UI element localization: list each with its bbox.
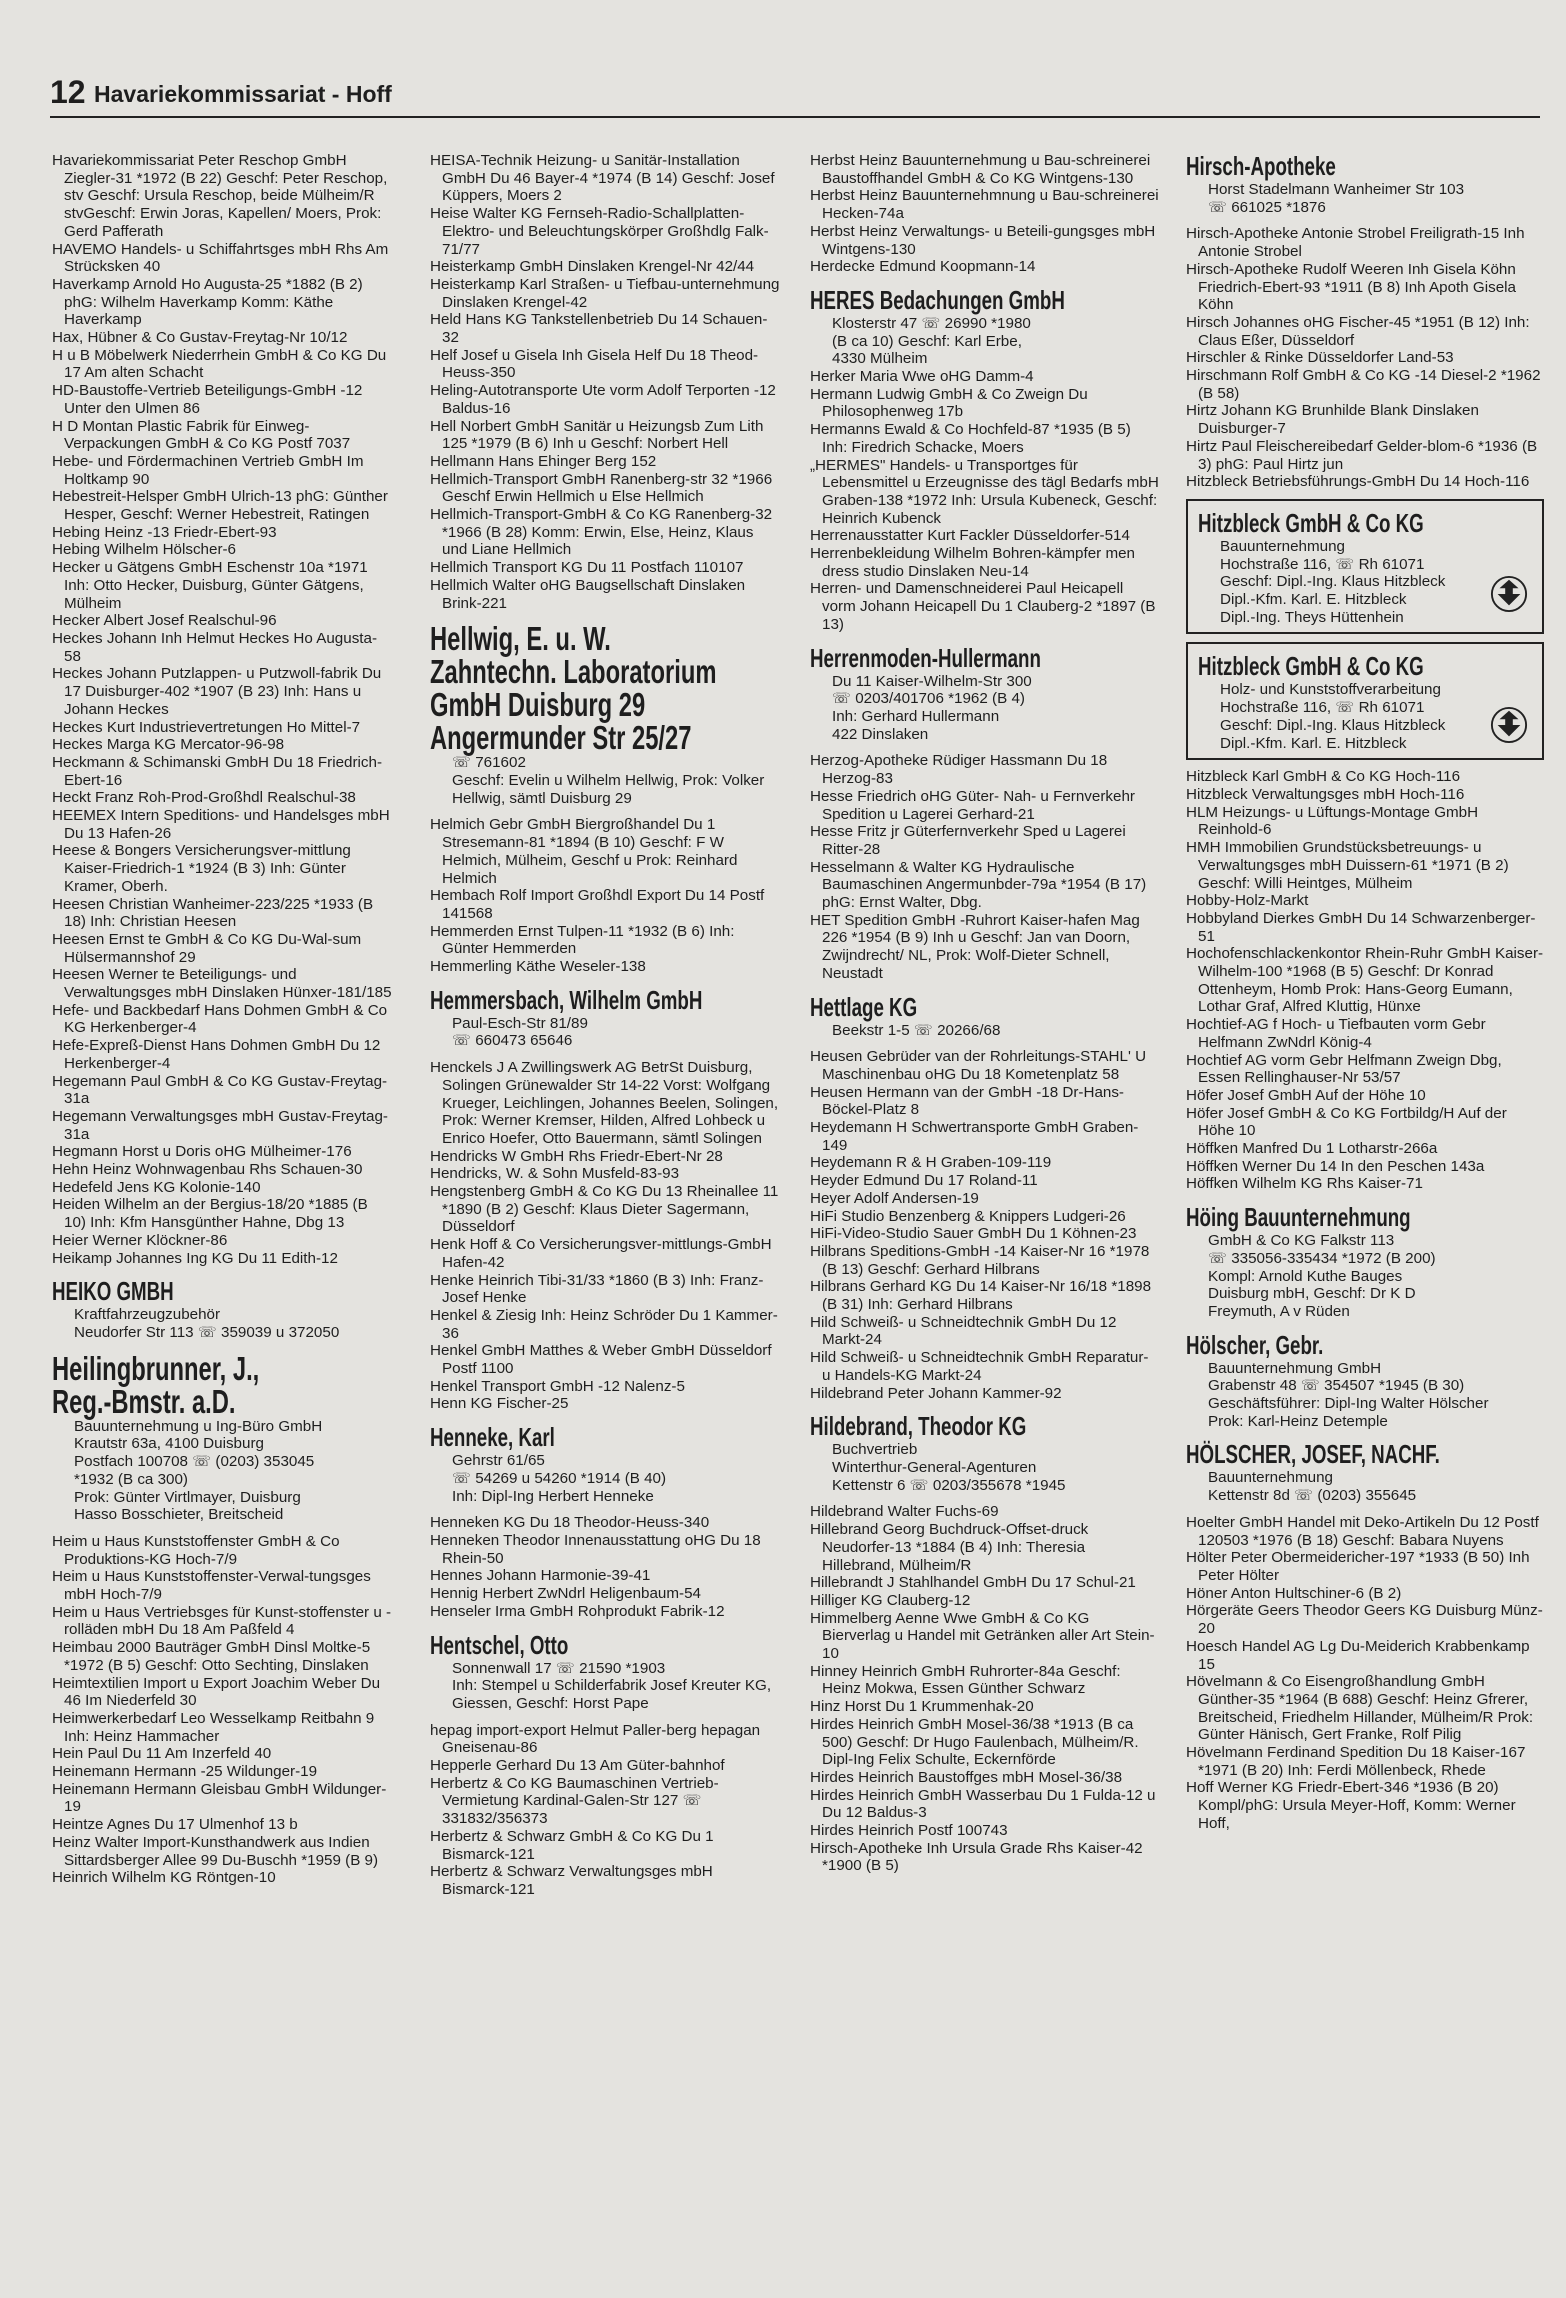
- directory-entry: Hirdes Heinrich GmbH Mosel-36/38 *1913 (B ca 500) Geschf: Dr Hugo Faulenbach, Mülheim/R. Dipl-Ing Felix Schulte, Eckernförde: [810, 1715, 1139, 1769]
- directory-entry: Hild Schweiß- u Schneidtechnik GmbH Du 12 Markt-24: [810, 1313, 1117, 1349]
- entry-detail-line: Freymuth, A v Rüden: [1208, 1302, 1350, 1320]
- directory-entry: H D Montan Plastic Fabrik für Einweg-Verpackungen GmbH & Co KG Postf 7037: [52, 417, 351, 453]
- directory-entry: Hilbrans Gerhard KG Du 14 Kaiser-Nr 16/18 *1898 (B 31) Inh: Gerhard Hilbrans: [810, 1278, 1152, 1314]
- hentschel-lines: [430, 1660, 780, 1713]
- entry-detail-line: Geschf: Dipl.-Ing. Klaus Hitzbleck: [1220, 573, 1446, 591]
- directory-entry: Hildebrand Peter Johann Kammer-92: [810, 1384, 1062, 1402]
- directory-entry: Henn KG Fischer-25: [430, 1395, 569, 1413]
- directory-entry: Hebestreit-Helsper GmbH Ulrich-13 phG: Günther Hesper, Geschf: Werner Hebestreit, Ratingen: [52, 488, 388, 524]
- directory-entry: Herzog-Apotheke Rüdiger Hassmann Du 18 Herzog-83: [810, 752, 1108, 788]
- hildebrand-heading: Hildebrand, Theodor KG: [810, 1411, 1027, 1442]
- entry-detail-line: Dipl.-Kfm. Karl. E. Hitzbleck: [1220, 734, 1407, 752]
- directory-entry: Heimtextilien Import u Export Joachim Weber Du 46 Im Niederfeld 30: [52, 1674, 381, 1710]
- directory-entry: Hermann Ludwig GmbH & Co Zweign Du Philosophenweg 17b: [810, 385, 1088, 421]
- directory-entry: Hilbrans Speditions-GmbH -14 Kaiser-Nr 16 *1978 (B 13) Geschf: Gerhard Hilbrans: [810, 1242, 1150, 1278]
- directory-entry: Hövelmann Ferdinand Spedition Du 18 Kaiser-167 *1971 (B 20) Inh: Ferdi Möllenbeck, Rhede: [1186, 1744, 1526, 1779]
- page-header: [50, 72, 1540, 118]
- directory-entry: Hax, Hübner & Co Gustav-Freytag-Nr 10/12: [52, 329, 348, 347]
- hoing-lines: [1186, 1232, 1546, 1321]
- directory-entry: Hövelmann & Co Eisengroßhandlung GmbH Günther-35 *1964 (B 688) Geschf: Heinz Gfrerer, Breitscheid, Friedhelm Hillander, Mülheim/R Prok: Günter Hänisch, Gert Franke, Rolf Pilig: [1186, 1673, 1534, 1744]
- directory-entry: Hirsch Johannes oHG Fischer-45 *1951 (B 12) Inh: Claus Eßer, Düsseldorf: [1186, 313, 1530, 349]
- directory-entry: HET Spedition GmbH -Ruhrort Kaiser-hafen Mag 226 *1954 (B 9) Inh u Geschf: Jan van Doorn, Zwijndrecht/ NL, Prok: Wolf-Dieter Schnell, Neustadt: [810, 911, 1140, 982]
- directory-entry: Heyer Adolf Andersen-19: [810, 1189, 979, 1207]
- directory-entry: Herrenbekleidung Wilhelm Bohren-kämpfer men dress studio Dinslaken Neu-14: [810, 545, 1135, 580]
- directory-entry: Hirschler & Rinke Düsseldorfer Land-53: [1186, 349, 1454, 367]
- directory-entry: Hillebrand Georg Buchdruck-Offset-druck Neudorfer-13 *1884 (B 4) Inh: Theresia Hillebrand, Mülheim/R: [810, 1521, 1089, 1574]
- directory-entry: Hoff Werner KG Friedr-Ebert-346 *1936 (B 20) Kompl/phG: Ursula Meyer-Hoff, Komm: Werner Hoff,: [1186, 1779, 1516, 1832]
- box1-lines: [1198, 538, 1532, 627]
- directory-entry: HEISA-Technik Heizung- u Sanitär-Installation GmbH Du 46 Bayer-4 *1974 (B 14) Geschf: Josef Küppers, Moers 2: [430, 152, 775, 205]
- hoing-block: [1186, 1203, 1546, 1321]
- entry-detail-line: Buchvertrieb: [832, 1441, 918, 1459]
- hemmersbach-block: [430, 986, 780, 1050]
- directory-entry: Hochtief-AG f Hoch- u Tiefbauten vorm Gebr Helfmann ZwNdrl König-4: [1186, 1016, 1486, 1051]
- directory-entry: Hegmann Horst u Doris oHG Mülheimer-176: [52, 1143, 352, 1161]
- entry-detail-line: ☏ 54269 u 54260 *1914 (B 40): [452, 1469, 667, 1487]
- directory-entry: Hengstenberg GmbH & Co KG Du 13 Rheinallee 11 *1890 (B 2) Geschf: Klaus Dieter Sagermann, Düsseldorf: [430, 1183, 779, 1236]
- directory-entry: Heyder Edmund Du 17 Roland-11: [810, 1172, 1038, 1190]
- directory-entry: Hellmich Walter oHG Baugsellschaft Dinslaken Brink-221: [430, 576, 746, 612]
- entry-list: [1186, 768, 1546, 1193]
- directory-entry: Hochtief AG vorm Gebr Helfmann Zweign Dbg, Essen Rellinghauser-Nr 53/57: [1186, 1051, 1502, 1087]
- column-4: [1186, 152, 1546, 1833]
- entry-detail-line: ☏ 660473 65646: [452, 1032, 573, 1050]
- directory-entry: Heintze Agnes Du 17 Ulmenhof 13 b: [52, 1816, 298, 1834]
- hettlage-block: [810, 993, 1160, 1040]
- henneke-lines: [430, 1452, 780, 1505]
- box2-heading: Hitzbleck GmbH & Co KG: [1198, 651, 1424, 682]
- directory-entry: Hegemann Verwaltungsges mbH Gustav-Freytag-31a: [52, 1107, 388, 1143]
- directory-entry: Heikamp Johannes Ing KG Du 11 Edith-12: [52, 1249, 338, 1267]
- column-2: [430, 152, 780, 1899]
- entry-list: [810, 152, 1160, 276]
- entry-detail-line: Sonnenwall 17 ☏ 21590 *1903: [452, 1659, 666, 1677]
- directory-entry: Hesse Friedrich oHG Güter- Nah- u Fernverkehr Spedition u Lagerei Gerhard-21: [810, 787, 1135, 823]
- directory-entry: HiFi Studio Benzenberg & Knippers Ludgeri-26: [810, 1207, 1126, 1225]
- hirsch-block: [1186, 152, 1546, 216]
- directory-entry: Heckes Marga KG Mercator-96-98: [52, 736, 285, 754]
- heilingbrunner-block: [52, 1349, 392, 1524]
- directory-entry: Hendricks, W. & Sohn Musfeld-83-93: [430, 1165, 680, 1183]
- directory-entry: Hennig Herbert ZwNdrl Heligenbaum-54: [430, 1585, 701, 1603]
- directory-entry: Heim u Haus Kunststoffenster GmbH & Co Produktions-KG Hoch-7/9: [52, 1532, 340, 1568]
- directory-entry: Hellmann Hans Ehinger Berg 152: [430, 452, 657, 470]
- hitzbleck-logo-icon: [1490, 575, 1528, 613]
- hullermann-heading: Herrenmoden-Hullermann: [810, 642, 1041, 673]
- directory-entry: Herbst Heinz Verwaltungs- u Beteili-gungsges mbH Wintgens-130: [810, 222, 1156, 258]
- entry-list: [810, 752, 1160, 982]
- directory-entry: HMH Immobilien Grundstücksbetreuungs- u Verwaltungsges mbH Duissern-61 *1971 (B 2) Geschf: Willi Heintges, Mülheim: [1186, 839, 1509, 892]
- box2-lines: [1198, 681, 1532, 752]
- directory-entry: Henkel & Ziesig Inh: Heinz Schröder Du 1 Kammer-36: [430, 1306, 778, 1342]
- directory-entry: Höfer Josef GmbH Auf der Höhe 10: [1186, 1086, 1426, 1104]
- directory-entry: Herrenausstatter Kurt Fackler Düsseldorfer-514: [810, 527, 1130, 545]
- directory-entry: HLM Heizungs- u Lüftungs-Montage GmbH Reinhold-6: [1186, 803, 1479, 839]
- directory-entry: Heckmann & Schimanski GmbH Du 18 Friedrich-Ebert-16: [52, 753, 383, 789]
- directory-entry: Heckt Franz Roh-Prod-Großhdl Realschul-38: [52, 789, 356, 807]
- directory-entry: Hochofenschlackenkontor Rhein-Ruhr GmbH Kaiser-Wilhelm-100 *1968 (B 5) Geschf: Dr Konrad Ottenheym, Homb Prok: Hans-Georg Eumann, Lothar Graf, Alfred Kluttig, Hünxe: [1186, 945, 1544, 1016]
- holscher-josef-block: [1186, 1440, 1546, 1504]
- henneke-heading: Henneke, Karl: [430, 1422, 555, 1453]
- directory-entry: Hehn Heinz Wohnwagenbau Rhs Schauen-30: [52, 1161, 363, 1179]
- directory-entry: Herren- und Damenschneiderei Paul Heicapell vorm Johann Heicapell Du 1 Clauberg-2 *1897 (B 13): [810, 580, 1156, 633]
- directory-entry: HiFi-Video-Studio Sauer GmbH Du 1 Köhnen-23: [810, 1225, 1137, 1243]
- hellwig-lines: [430, 754, 780, 807]
- entry-detail-line: Beekstr 1-5 ☏ 20266/68: [832, 1021, 1001, 1039]
- directory-entry: Heisterkamp Karl Straßen- u Tiefbau-unternehmung Dinslaken Krengel-42: [430, 275, 780, 311]
- directory-entry: Henkel GmbH Matthes & Weber GmbH Düsseldorf Postf 1100: [430, 1342, 772, 1378]
- directory-entry: Höffken Manfred Du 1 Lotharstr-266a: [1186, 1140, 1438, 1158]
- directory-entry: Hemmerden Ernst Tulpen-11 *1932 (B 6) Inh: Günter Hemmerden: [430, 922, 735, 958]
- entry-detail-line: Hasso Bosschieter, Breitscheid: [74, 1506, 284, 1524]
- directory-entry: Herbertz & Schwarz GmbH & Co KG Du 1 Bismarck-121: [430, 1827, 714, 1863]
- directory-entry: Hecker Albert Josef Realschul-96: [52, 612, 277, 630]
- heres-heading: HERES Bedachungen GmbH: [810, 284, 1065, 315]
- entry-detail-line: Gehrstr 61/65: [452, 1452, 545, 1470]
- directory-entry: Hobbyland Dierkes GmbH Du 14 Schwarzenberger-51: [1186, 909, 1536, 945]
- directory-entry: Höffken Werner Du 14 In den Peschen 143a: [1186, 1157, 1485, 1175]
- entry-detail-line: ☏ 335056-335434 *1972 (B 200): [1208, 1249, 1436, 1267]
- entry-detail-line: Kettenstr 8d ☏ (0203) 355645: [1208, 1487, 1417, 1505]
- directory-entry: Heydemann H Schwertransporte GmbH Graben-149: [810, 1119, 1139, 1154]
- entry-list: [810, 1048, 1160, 1402]
- directory-entry: Heling-Autotransporte Ute vorm Adolf Terporten -12 Baldus-16: [430, 382, 776, 417]
- entry-list: [430, 1514, 780, 1620]
- entry-detail-line: Inh: Gerhard Hullermann: [832, 707, 1000, 725]
- directory-entry: Herbst Heinz Bauunternehmnung u Bau-schreinerei Hecken-74a: [810, 187, 1159, 223]
- hullermann-lines: [810, 673, 1160, 744]
- entry-detail-line: Dipl.-Ing. Theys Hüttenhein: [1220, 608, 1404, 626]
- directory-entry: Hecker u Gätgens GmbH Eschenstr 10a *1971 Inh: Otto Hecker, Duisburg, Günter Gätgens, Mülheim: [52, 559, 368, 612]
- directory-entry: Höfer Josef GmbH & Co KG Fortbildg/H Auf der Höhe 10: [1186, 1104, 1507, 1140]
- directory-entry: Hemmerling Käthe Weseler-138: [430, 958, 646, 976]
- directory-entry: Hermanns Ewald & Co Hochfeld-87 *1935 (B 5) Inh: Firedrich Schacke, Moers: [810, 421, 1131, 456]
- henneke-block: [430, 1423, 780, 1505]
- directory-entry: Hirschmann Rolf GmbH & Co KG -14 Diesel-2 *1962 (B 58): [1186, 367, 1541, 402]
- directory-entry: Hembach Rolf Import Großhdl Export Du 14 Postf 141568: [430, 887, 765, 922]
- directory-entry: Heusen Hermann van der GmbH -18 Dr-Hans-Böckel-Platz 8: [810, 1083, 1124, 1119]
- directory-entry: hepag import-export Helmut Paller-berg hepagan Gneisenau-86: [430, 1721, 761, 1757]
- hildebrand-block: [810, 1412, 1160, 1494]
- directory-entry: Hildebrand Walter Fuchs-69: [810, 1503, 999, 1521]
- entry-list: [810, 368, 1160, 634]
- entry-detail-line: Duisburg mbH, Geschf: Dr K D: [1208, 1285, 1416, 1303]
- directory-entry: Hörgeräte Geers Theodor Geers KG Duisburg Münz-20: [1186, 1602, 1543, 1638]
- directory-entry: Himmelberg Aenne Wwe GmbH & Co KG Bierverlag u Handel mit Getränken aller Art Stein-10: [810, 1609, 1155, 1663]
- directory-entry: Helmich Gebr GmbH Biergroßhandel Du 1 Stresemann-81 *1894 (B 10) Geschf: F W Helmich, Mülheim, Geschf u Prok: Reinhard Helmich: [430, 816, 738, 887]
- entry-list: [1186, 225, 1546, 491]
- box1-heading: Hitzbleck GmbH & Co KG: [1198, 507, 1424, 538]
- holscher-lines: [1186, 1360, 1546, 1431]
- directory-entry: Hendricks W GmbH Rhs Friedr-Ebert-Nr 28: [430, 1147, 723, 1165]
- directory-entry: „HERMES" Handels- u Transportges für Lebensmittel u Erzeugnisse des tägl Bedarfs mbH Graben-138 *1972 Inh: Ursula Kubeneck, Geschf: Heinrich Kubenck: [810, 456, 1159, 527]
- directory-entry: Hölter Peter Obermeidericher-197 *1933 (B 50) Inh Peter Hölter: [1186, 1549, 1530, 1584]
- directory-entry: Hillebrandt J Stahlhandel GmbH Du 17 Schul-21: [810, 1574, 1136, 1592]
- entry-detail-line: ☏ 661025 *1876: [1208, 198, 1326, 216]
- entry-detail-line: 422 Dinslaken: [832, 725, 929, 743]
- directory-entry: Hitzbleck Verwaltungsges mbH Hoch-116: [1186, 785, 1465, 803]
- entry-detail-line: Inh: Stempel u Schilderfabrik Josef Kreuter KG, Giessen, Geschf: Horst Pape: [452, 1677, 772, 1712]
- directory-entry: Heimwerkerbedarf Leo Wesselkamp Reitbahn 9 Inh: Heinz Hammacher: [52, 1709, 375, 1745]
- directory-entry: Heckes Johann Inh Helmut Heckes Ho Augusta-58: [52, 629, 378, 665]
- entry-detail-line: Horst Stadelmann Wanheimer Str 103: [1208, 181, 1465, 198]
- directory-entry: Hirsch-Apotheke Antonie Strobel Freiligrath-15 Inh Antonie Strobel: [1186, 225, 1525, 261]
- directory-entry: Hirsch-Apotheke Rudolf Weeren Inh Gisela Köhn Friedrich-Ebert-93 *1911 (B 8) Inh Apoth Gisela Köhn: [1186, 260, 1516, 314]
- directory-entry: Henseler Irma GmbH Rohprodukt Fabrik-12: [430, 1602, 725, 1620]
- directory-entry: Hebing Heinz -13 Friedr-Ebert-93: [52, 523, 277, 541]
- directory-entry: HAVEMO Handels- u Schiffahrtsges mbH Rhs Am Strücksken 40: [52, 240, 389, 276]
- directory-entry: Hirsch-Apotheke Inh Ursula Grade Rhs Kaiser-42 *1900 (B 5): [810, 1839, 1143, 1875]
- directory-entry: Hepperle Gerhard Du 13 Am Güter-bahnhof: [430, 1757, 725, 1775]
- directory-entry: Hirdes Heinrich Postf 100743: [810, 1822, 1008, 1840]
- directory-entry: Hedefeld Jens KG Kolonie-140: [52, 1178, 261, 1196]
- hullermann-block: [810, 644, 1160, 744]
- entry-detail-line: Bauunternehmung u Ing-Büro GmbH: [74, 1417, 323, 1435]
- hemmersbach-lines: [430, 1015, 780, 1050]
- hettlage-heading: Hettlage KG: [810, 991, 918, 1022]
- entry-list: [810, 1503, 1160, 1875]
- directory-entry: Hell Norbert GmbH Sanitär u Heizungsb Zum Lith 125 *1979 (B 6) Inh u Geschf: Norbert Hell: [430, 417, 764, 453]
- heilingbrunner-heading-1: Heilingbrunner, J.,: [52, 1349, 260, 1387]
- directory-entry: Hennes Johann Harmonie-39-41: [430, 1567, 651, 1585]
- entry-detail-line: Dipl.-Kfm. Karl. E. Hitzbleck: [1220, 591, 1407, 609]
- hirsch-lines: [1186, 181, 1546, 216]
- directory-entry: Hefe- und Backbedarf Hans Dohmen GmbH & Co KG Herkenberger-4: [52, 1001, 388, 1037]
- directory-entry: Heinemann Hermann Gleisbau GmbH Wildunger-19: [52, 1780, 387, 1816]
- hentschel-heading: Hentschel, Otto: [430, 1629, 569, 1660]
- entry-detail-line: Kettenstr 6 ☏ 0203/355678 *1945: [832, 1476, 1066, 1494]
- hildebrand-lines: [810, 1441, 1160, 1494]
- entry-detail-line: *1932 (B ca 300): [74, 1470, 188, 1488]
- directory-entry: Heydemann R & H Graben-109-119: [810, 1154, 1052, 1172]
- directory-entry: Henckels J A Zwillingswerk AG BetrSt Duisburg, Solingen Grünewalder Str 14-22 Vorst: Wolfgang Krueger, Leichlingen, Johannes Beelen, Solingen, Prok: Werner Kremser, Hilden, Alfred Lohbeck u Enrico Hoefer, Otto Bauermann, sämtl Solingen: [430, 1059, 779, 1147]
- directory-entry: Heier Werner Klöckner-86: [52, 1231, 228, 1249]
- directory-entry: Höner Anton Hultschiner-6 (B 2): [1186, 1584, 1402, 1602]
- directory-entry: Höffken Wilhelm KG Rhs Kaiser-71: [1186, 1175, 1423, 1193]
- directory-entry: Hinney Heinrich GmbH Ruhrorter-84a Geschf: Heinz Mokwa, Essen Günther Schwarz: [810, 1662, 1121, 1698]
- directory-entry: Herbst Heinz Bauunternehmung u Bau-schreinerei Baustoffhandel GmbH & Co KG Wintgens-130: [810, 152, 1151, 187]
- entry-detail-line: Geschf: Dipl.-Ing. Klaus Hitzbleck: [1220, 716, 1446, 734]
- directory-entry: Heinemann Hermann -25 Wildunger-19: [52, 1763, 318, 1781]
- directory-entry: H u B Möbelwerk Niederrhein GmbH & Co KG Du 17 Am alten Schacht: [52, 346, 387, 382]
- entry-detail-line: Kompl: Arnold Kuthe Bauges: [1208, 1267, 1403, 1285]
- directory-entry: Hoesch Handel AG Lg Du-Meiderich Krabbenkamp 15: [1186, 1637, 1530, 1673]
- directory-entry: Hebe- und Fördermachinen Vertrieb GmbH Im Holtkamp 90: [52, 452, 364, 488]
- entry-detail-line: Hochstraße 116, ☏ Rh 61071: [1220, 555, 1425, 573]
- entry-list: [52, 152, 392, 1267]
- directory-entry: Hesse Fritz jr Güterfernverkehr Sped u Lagerei Ritter-28: [810, 823, 1126, 858]
- directory-entry: Heinz Walter Import-Kunsthandwerk aus Indien Sittardsberger Allee 99 Du-Buschh *1959 (B 9): [52, 1833, 379, 1869]
- directory-entry: Heckes Kurt Industrievertretungen Ho Mittel-7: [52, 718, 361, 736]
- entry-list: [52, 1533, 392, 1887]
- heilingbrunner-heading-2: Reg.-Bmstr. a.D.: [52, 1382, 236, 1420]
- directory-entry: Henneken Theodor Innenausstattung oHG Du 18 Rhein-50: [430, 1532, 761, 1567]
- entry-list: [430, 152, 780, 612]
- hellwig-heading-4: Angermunder Str 25/27: [430, 719, 692, 757]
- hellwig-block: [430, 622, 780, 807]
- directory-entry: Heckes Johann Putzlappen- u Putzwoll-fabrik Du 17 Duisburger-402 *1907 (B 23) Inh: Hans u Johann Heckes: [52, 665, 382, 718]
- directory-entry: Helf Josef u Gisela Inh Gisela Helf Du 18 Theod-Heuss-350: [430, 346, 759, 382]
- directory-entry: Hirdes Heinrich GmbH Wasserbau Du 1 Fulda-12 u Du 12 Baldus-3: [810, 1786, 1156, 1822]
- heres-block: [810, 286, 1160, 368]
- directory-entry: Hilliger KG Clauberg-12: [810, 1591, 971, 1609]
- entry-detail-line: Krautstr 63a, 4100 Duisburg: [74, 1435, 264, 1453]
- entry-detail-line: Kraftfahrzeugzubehör: [74, 1306, 221, 1324]
- entry-detail-line: Grabenstr 48 ☏ 354507 *1945 (B 30): [1208, 1377, 1465, 1395]
- directory-entry: HD-Baustoffe-Vertrieb Beteiligungs-GmbH -12 Unter den Ulmen 86: [52, 382, 363, 417]
- directory-entry: Hitzbleck Betriebsführungs-GmbH Du 14 Hoch-116: [1186, 473, 1530, 491]
- directory-entry: Heinrich Wilhelm KG Röntgen-10: [52, 1869, 276, 1887]
- entry-detail-line: Geschäftsführer: Dipl-Ing Walter Hölscher: [1208, 1395, 1489, 1413]
- heiko-lines: [52, 1306, 392, 1341]
- entry-list: [430, 1722, 780, 1899]
- column-1: [52, 152, 392, 1887]
- entry-detail-line: 4330 Mülheim: [832, 350, 928, 368]
- directory-entry: Hefe-Expreß-Dienst Hans Dohmen GmbH Du 12 Herkenberger-4: [52, 1037, 381, 1072]
- directory-entry: Hellmich Transport KG Du 11 Postfach 110107: [430, 559, 744, 577]
- entry-detail-line: Inh: Dipl-Ing Herbert Henneke: [452, 1487, 654, 1505]
- directory-entry: Herbertz & Schwarz Verwaltungsges mbH Bismarck-121: [430, 1863, 713, 1898]
- directory-entry: Heim u Haus Kunststoffenster-Verwal-tungsges mbH Hoch-7/9: [52, 1568, 371, 1604]
- hentschel-block: [430, 1631, 780, 1713]
- holscher-block: [1186, 1331, 1546, 1431]
- entry-detail-line: Neudorfer Str 113 ☏ 359039 u 372050: [74, 1324, 340, 1341]
- directory-entry: Heesen Christian Wanheimer-223/225 *1933 (B 18) Inh: Christian Heesen: [52, 895, 374, 931]
- entry-detail-line: Paul-Esch-Str 81/89: [452, 1014, 588, 1032]
- directory-entry: Heusen Gebrüder van der Rohrleitungs-STAHL' U Maschinenbau oHG Du 18 Kometenplatz 58: [810, 1048, 1147, 1083]
- directory-entry: Heesen Werner te Beteiligungs- und Verwaltungsges mbH Dinslaken Hünxer-181/185: [52, 966, 392, 1002]
- directory-entry: Heimbau 2000 Bauträger GmbH Dinsl Moltke-5 *1972 (B 5) Geschf: Otto Sechting, Dinslaken: [52, 1639, 371, 1674]
- directory-entry: Hebing Wilhelm Hölscher-6: [52, 541, 237, 559]
- directory-entry: Herdecke Edmund Koopmann-14: [810, 258, 1036, 276]
- holscher-josef-heading: HÖLSCHER, JOSEF, NACHF.: [1186, 1439, 1440, 1470]
- entry-detail-line: ☏ 761602: [452, 754, 526, 772]
- directory-entry: Herker Maria Wwe oHG Damm-4: [810, 368, 1034, 386]
- directory-entry: Heim u Haus Vertriebsges für Kunst-stoffenster u -rolläden mbH Du 18 Am Paßfeld 4: [52, 1603, 392, 1639]
- hitzbleck-ad-box-1: [1186, 499, 1544, 635]
- entry-list: [430, 1059, 780, 1413]
- directory-entry: Hild Schweiß- u Schneidtechnik GmbH Reparatur- u Handels-KG Markt-24: [810, 1349, 1149, 1384]
- directory-entry: Haverkamp Arnold Ho Augusta-25 *1882 (B 2) phG: Wilhelm Haverkamp Komm: Käthe Haverkamp: [52, 275, 363, 329]
- entry-detail-line: Bauunternehmung GmbH: [1208, 1359, 1382, 1377]
- directory-entry: Herbertz & Co KG Baumaschinen Vertrieb-Vermietung Kardinal-Galen-Str 127 ☏ 331832/356373: [430, 1774, 719, 1828]
- column-3: [810, 152, 1160, 1875]
- hellwig-heading-1: Hellwig, E. u. W.: [430, 620, 611, 658]
- entry-detail-line: Prok: Karl-Heinz Detemple: [1208, 1412, 1388, 1430]
- hoing-heading: Höing Bauunternehmung: [1186, 1202, 1411, 1233]
- page-number: 12: [50, 74, 86, 110]
- directory-entry: Hellmich-Transport-GmbH & Co KG Ranenberg-32 *1966 (B 28) Komm: Erwin, Else, Heinz, Klaus und Liane Hellmich: [430, 506, 773, 559]
- directory-entry: Hirdes Heinrich Baustoffges mbH Mosel-36/38: [810, 1768, 1123, 1786]
- entry-detail-line: Holz- und Kunststoffverarbeitung: [1220, 681, 1441, 699]
- entry-list: [430, 816, 780, 975]
- directory-entry: Hirtz Johann KG Brunhilde Blank Dinslaken Duisburger-7: [1186, 402, 1479, 438]
- hellwig-heading-2: Zahntechn. Laboratorium: [430, 653, 717, 691]
- directory-entry: Hesselmann & Walter KG Hydraulische Baumaschinen Angermunbder-79a *1954 (B 17) phG: Ernst Walter, Dbg.: [810, 858, 1147, 912]
- directory-entry: Hellmich-Transport GmbH Ranenberg-str 32 *1966 Geschf Erwin Hellmich u Else Hellmich: [430, 470, 773, 506]
- directory-entry: Hirtz Paul Fleischereibedarf Gelder-blom-6 *1936 (B 3) phG: Paul Hirtz jun: [1186, 437, 1538, 473]
- heres-lines: [810, 315, 1160, 368]
- heilingbrunner-lines: [52, 1418, 392, 1524]
- directory-entry: Henke Heinrich Tibi-31/33 *1860 (B 3) Inh: Franz-Josef Henke: [430, 1271, 764, 1307]
- directory-entry: Heese & Bongers Versicherungsver-mittlung Kaiser-Friedrich-1 *1924 (B 3) Inh: Günter Kramer, Oberh.: [52, 842, 351, 895]
- directory-entry: Hoelter GmbH Handel mit Deko-Artikeln Du 12 Postf 120503 *1976 (B 18) Geschf: Babara Nuyens: [1186, 1513, 1539, 1549]
- directory-entry: Henk Hoff & Co Versicherungsver-mittlungs-GmbH Hafen-42: [430, 1236, 772, 1271]
- entry-detail-line: Winterthur-General-Agenturen: [832, 1459, 1037, 1476]
- holscher-josef-lines: [1186, 1469, 1546, 1504]
- directory-entry: Hein Paul Du 11 Am Inzerfeld 40: [52, 1745, 272, 1763]
- page-title: Havariekommissariat - Hoff: [94, 81, 392, 107]
- entry-detail-line: Bauunternehmung: [1208, 1469, 1333, 1487]
- directory-entry: Havariekommissariat Peter Reschop GmbH Ziegler-31 *1972 (B 22) Geschf: Peter Reschop, stv Geschf: Ursula Reschop, beide Mülheim/R stvGeschf: Erwin Joras, Kapellen/ Moers, Prok: Gerd Pafferath: [52, 152, 388, 240]
- entry-detail-line: Hochstraße 116, ☏ Rh 61071: [1220, 699, 1425, 717]
- entry-detail-line: Geschf: Evelin u Wilhelm Hellwig, Prok: Volker Hellwig, sämtl Duisburg 29: [452, 771, 765, 807]
- hettlage-lines: [810, 1022, 1160, 1040]
- directory-entry: Heiden Wilhelm an der Bergius-18/20 *1885 (B 10) Inh: Kfm Hansgünther Hahne, Dbg 13: [52, 1196, 368, 1232]
- heiko-block: [52, 1277, 392, 1341]
- entry-detail-line: ☏ 0203/401706 *1962 (B 4): [832, 690, 1025, 708]
- directory-entry: Heisterkamp GmbH Dinslaken Krengel-Nr 42/44: [430, 258, 755, 276]
- hellwig-heading-3: GmbH Duisburg 29: [430, 686, 646, 724]
- entry-detail-line: Prok: Günter Virtlmayer, Duisburg: [74, 1488, 301, 1506]
- directory-entry: Hinz Horst Du 1 Krummenhak-20: [810, 1698, 1034, 1716]
- holscher-heading: Hölscher, Gebr.: [1186, 1329, 1324, 1360]
- entry-detail-line: GmbH & Co KG Falkstr 113: [1208, 1232, 1395, 1250]
- entry-detail-line: Klosterstr 47 ☏ 26990 *1980: [832, 314, 1031, 332]
- entry-list: [1186, 1514, 1546, 1833]
- directory-entry: Held Hans KG Tankstellenbetrieb Du 14 Schauen-32: [430, 311, 768, 347]
- directory-entry: Henneken KG Du 18 Theodor-Heuss-340: [430, 1514, 710, 1532]
- directory-entry: Hegemann Paul GmbH & Co KG Gustav-Freytag-31a: [52, 1072, 388, 1108]
- entry-detail-line: Bauunternehmung: [1220, 537, 1345, 555]
- hitzbleck-ad-box-2: [1186, 642, 1544, 760]
- hirsch-heading: Hirsch-Apotheke: [1186, 151, 1336, 181]
- directory-entry: HEEMEX Intern Speditions- und Handelsges mbH Du 13 Hafen-26: [52, 807, 390, 842]
- heiko-heading: HEIKO GMBH: [52, 1276, 174, 1307]
- directory-entry: Henkel Transport GmbH -12 Nalenz-5: [430, 1377, 685, 1395]
- directory-entry: Hobby-Holz-Markt: [1186, 892, 1309, 910]
- hitzbleck-logo-icon: [1490, 706, 1528, 744]
- entry-detail-line: Du 11 Kaiser-Wilhelm-Str 300: [832, 672, 1032, 690]
- directory-entry: Hitzbleck Karl GmbH & Co KG Hoch-116: [1186, 768, 1461, 786]
- hemmersbach-heading: Hemmersbach, Wilhelm GmbH: [430, 984, 703, 1015]
- entry-detail-line: Postfach 100708 ☏ (0203) 353045: [74, 1453, 315, 1471]
- entry-detail-line: (B ca 10) Geschf: Karl Erbe,: [832, 332, 1022, 350]
- directory-entry: Heise Walter KG Fernseh-Radio-Schallplatten-Elektro- und Beleuchtungskörper Großhdlg Falk-71/77: [430, 205, 769, 258]
- directory-entry: Heesen Ernst te GmbH & Co KG Du-Wal-sum Hülsermannshof 29: [52, 930, 362, 966]
